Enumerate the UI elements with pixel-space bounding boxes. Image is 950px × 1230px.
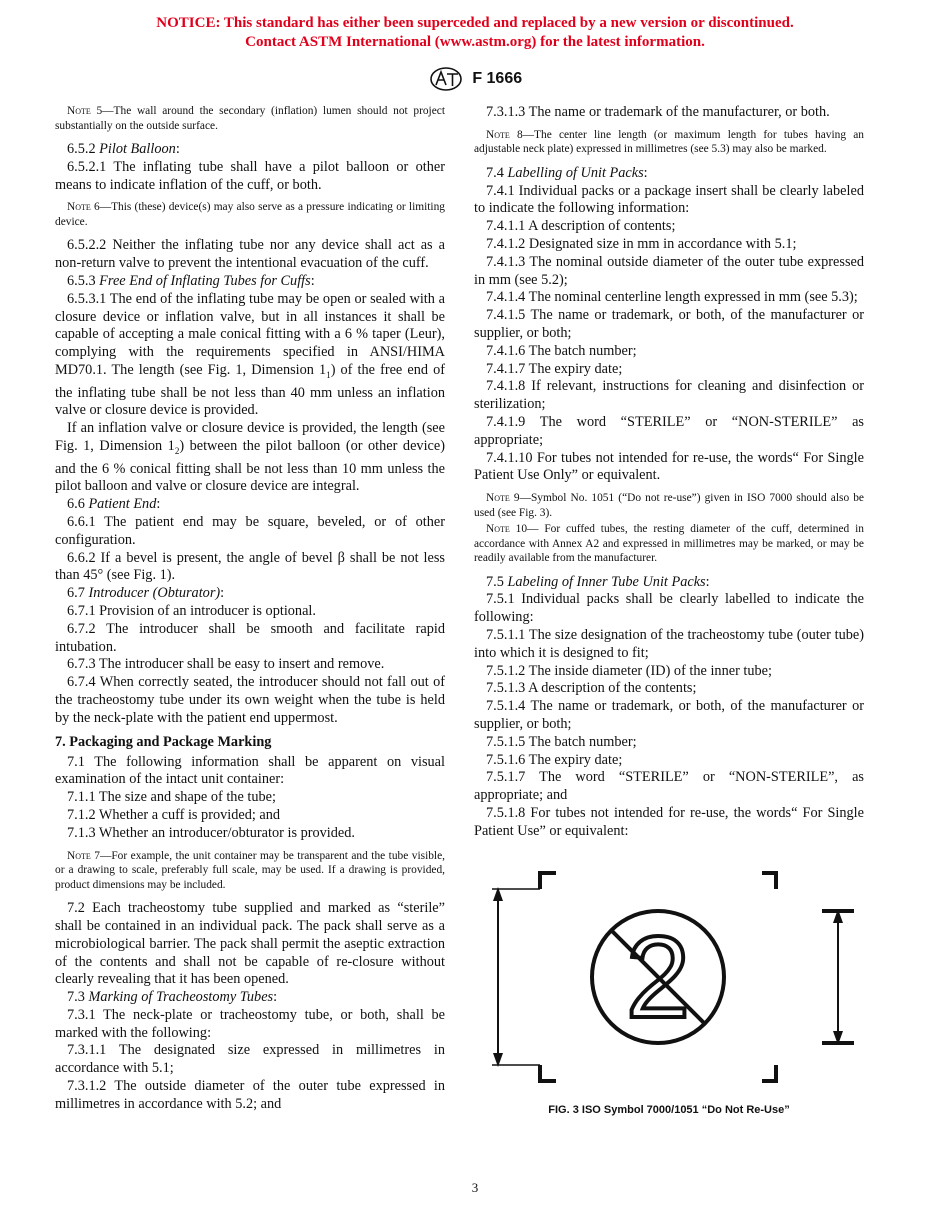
section-7-5-1-2: 7.5.1.2 The inside diameter (ID) of the inner tube;: [486, 662, 772, 679]
document-header: [0, 66, 950, 92]
note-5: Note 5—The wall around the secondary (inflation) lumen should not project substantially on the outside surface.: [55, 105, 445, 132]
section-7-4: 7.4 Labelling of Unit Packs:: [486, 164, 648, 181]
section-7-5-1-3: 7.5.1.3 A description of the contents;: [486, 680, 697, 697]
section-7-5-1-1: 7.5.1.1 The size designation of the tracheostomy tube (outer tube) into which it is designed to fit;: [474, 627, 864, 661]
section-7-5-1-5: 7.5.1.5 The batch number;: [486, 733, 637, 750]
section-6-6-1: 6.6.1 The patient end may be square, beveled, or of other configuration.: [55, 514, 445, 548]
section-7-1-1: 7.1.1 The size and shape of the tube;: [67, 789, 276, 806]
section-7-3-1-2: 7.3.1.2 The outside diameter of the outer tube expressed in millimetres in accordance with 5.2; and: [55, 1078, 445, 1112]
section-7-4-1-7: 7.4.1.7 The expiry date;: [486, 360, 623, 377]
section-7-5: 7.5 Labeling of Inner Tube Unit Packs:: [486, 573, 710, 590]
section-6-5-2-2: 6.5.2.2 Neither the inflating tube nor any device shall act as a non-return valve to prevent the intentional evacuation of the cuff.: [55, 237, 445, 272]
heading-section-7: 7. Packaging and Package Marking: [55, 733, 272, 750]
section-7-4-1-6: 7.4.1.6 The batch number;: [486, 342, 637, 359]
section-7-4-1-1: 7.4.1.1 A description of contents;: [486, 218, 676, 235]
section-7-4-1-8: 7.4.1.8 If relevant, instructions for cleaning and disinfection or sterilization;: [474, 378, 864, 413]
section-6-5-3: 6.5.3 Free End of Inflating Tubes for Cuffs:: [67, 272, 315, 289]
note-8: Note 8—The center line length (or maximum length for tubes having an adjustable neck plate) expressed in millimetres (see 5.3) may also be marked.: [474, 128, 864, 156]
section-7-1: 7.1 The following information shall be apparent on visual examination of the intact unit container:: [55, 753, 445, 788]
section-7-5-1-4: 7.5.1.4 The name or trademark, or both, of the manufacturer or supplier, or both;: [474, 698, 864, 733]
note-6: Note 6—This (these) device(s) may also serve as a pressure indicating or limiting device.: [55, 201, 445, 228]
section-7-3-1-1: 7.3.1.1 The designated size expressed in millimetres in accordance with 5.1;: [55, 1042, 445, 1077]
section-7-5-1: 7.5.1 Individual packs shall be clearly labelled to indicate the following:: [474, 591, 864, 626]
section-6-7-1: 6.7.1 Provision of an introducer is optional.: [67, 603, 316, 620]
section-7-4-1-4: 7.4.1.4 The nominal centerline length expressed in mm (see 5.3);: [486, 289, 858, 306]
section-7-4-1-9: 7.4.1.9 The word “STERILE” or “NON-STERILE” as appropriate;: [474, 413, 864, 448]
notice-banner: [0, 14, 950, 52]
note-9: Note 9—Symbol No. 1051 (“Do not re-use”) given in ISO 7000 should also be used (see Fig. 3).: [474, 492, 864, 519]
section-7-1-2: 7.1.2 Whether a cuff is provided; and: [67, 807, 281, 824]
note-7: Note 7—For example, the unit container may be transparent and the tube visible, or a drawing to scale, preferably full scale, may be used. If a drawing is provided, product dimensions may be included.: [55, 849, 445, 891]
section-7-5-1-6: 7.5.1.6 The expiry date;: [486, 751, 623, 768]
notice-line-1: NOTICE: This standard has either been superceded and replaced by a new version or discontinued.: [156, 15, 794, 31]
right-column: [474, 104, 864, 1115]
left-column: [55, 104, 445, 1114]
paragraph-inflation-valve: If an inflation valve or closure device is provided, the length (see Fig. 1, Dimension $1_2$) between the pilot balloon (or other device) and the 6 % conical fitting shall be not less than 10 mm unless the pilot balloon and valve or closure device are integral.: [55, 420, 445, 495]
section-6-7-2: 6.7.2 The introducer shall be smooth and facilitate rapid intubation.: [55, 620, 445, 655]
section-7-3: 7.3 Marking of Tracheostomy Tubes:: [67, 989, 278, 1006]
section-6-7-4: 6.7.4 When correctly seated, the introducer should not fall out of the tracheostomy tube under its own weight when the tube is held by the neck-plate with the patient end uppermost.: [55, 674, 445, 726]
section-7-1-3: 7.1.3 Whether an introducer/obturator is provided.: [67, 824, 355, 841]
section-7-4-1-5: 7.4.1.5 The name or trademark, or both, of the manufacturer or supplier, or both;: [474, 307, 864, 341]
figure-3: [474, 855, 864, 1115]
section-7-3-1-3: 7.3.1.3 The name or trademark of the manufacturer, or both.: [486, 104, 830, 120]
symbol-digit: 2: [625, 911, 691, 1042]
notice-line-2: Contact ASTM International (www.astm.org) for the latest information.: [245, 34, 705, 50]
section-6-6: 6.6 Patient End:: [67, 496, 161, 513]
section-7-2: 7.2 Each tracheostomy tube supplied and marked as “sterile” shall be contained in an individual pack. The pack shall serve as a microbiological barrier. The pack shall permit the aseptic extraction of the contents and shall not be capable of re-closure without clearly revealing that it has been opened.: [55, 900, 445, 988]
section-7-5-1-7: 7.5.1.7 The word “STERILE” or “NON-STERILE”, as appropriate; and: [474, 769, 864, 804]
designation: F 1666: [472, 70, 523, 87]
note-10: Note 10— For cuffed tubes, the resting diameter of the cuff, determined in accordance with Annex A2 and expressed in millimetres may be marked, or may be readily available from the manufacturer.: [474, 523, 864, 565]
section-7-4-1-3: 7.4.1.3 The nominal outside diameter of the outer tube expressed in mm (see 5.2);: [474, 253, 864, 288]
astm-logo-icon: [428, 66, 464, 92]
section-6-5-2-1: 6.5.2.1 The inflating tube shall have a pilot balloon or other means to indicate inflation of the cuff, or both.: [55, 158, 445, 193]
section-6-7-3: 6.7.3 The introducer shall be easy to insert and remove.: [67, 656, 385, 673]
section-7-4-1: 7.4.1 Individual packs or a package insert shall be clearly labeled to indicate the following information:: [474, 182, 864, 217]
section-6-6-2: 6.6.2 If a bevel is present, the angle of bevel β shall be not less than 45° (see Fig. 1).: [55, 549, 445, 584]
section-7-3-1: 7.3.1 The neck-plate or tracheostomy tube, or both, shall be marked with the following:: [55, 1006, 445, 1041]
section-6-7: 6.7 Introducer (Obturator):: [67, 585, 225, 602]
do-not-reuse-symbol-icon: [474, 855, 864, 1095]
figure-3-caption: FIG. 3 ISO Symbol 7000/1051 “Do Not Re-Use”: [548, 1103, 790, 1116]
page-number: 3: [471, 1180, 479, 1195]
section-7-4-1-10: 7.4.1.10 For tubes not intended for re-use, the words“ For Single Patient Use Only” or equivalent.: [474, 449, 864, 484]
section-6-5-2: 6.5.2 Pilot Balloon:: [67, 141, 180, 157]
section-7-5-1-8: 7.5.1.8 For tubes not intended for re-use, the words“ For Single Patient Use” or equivalent:: [474, 805, 864, 839]
section-6-5-3-1: 6.5.3.1 The end of the inflating tube may be open or sealed with a closure device or inflation valve, but in all instances it shall be capable of accepting a male conical fitting with a 6 % taper (Leur), complying with the requirements specified in ANSI/HIMA MD70.1. The length (see Fig. 1, Dimension $1_1$) of the free end of the inflating tube shall be not less than 40 mm unless an inflation valve or closure device is provided.: [55, 290, 445, 419]
section-7-4-1-2: 7.4.1.2 Designated size in mm in accordance with 5.1;: [486, 235, 797, 252]
